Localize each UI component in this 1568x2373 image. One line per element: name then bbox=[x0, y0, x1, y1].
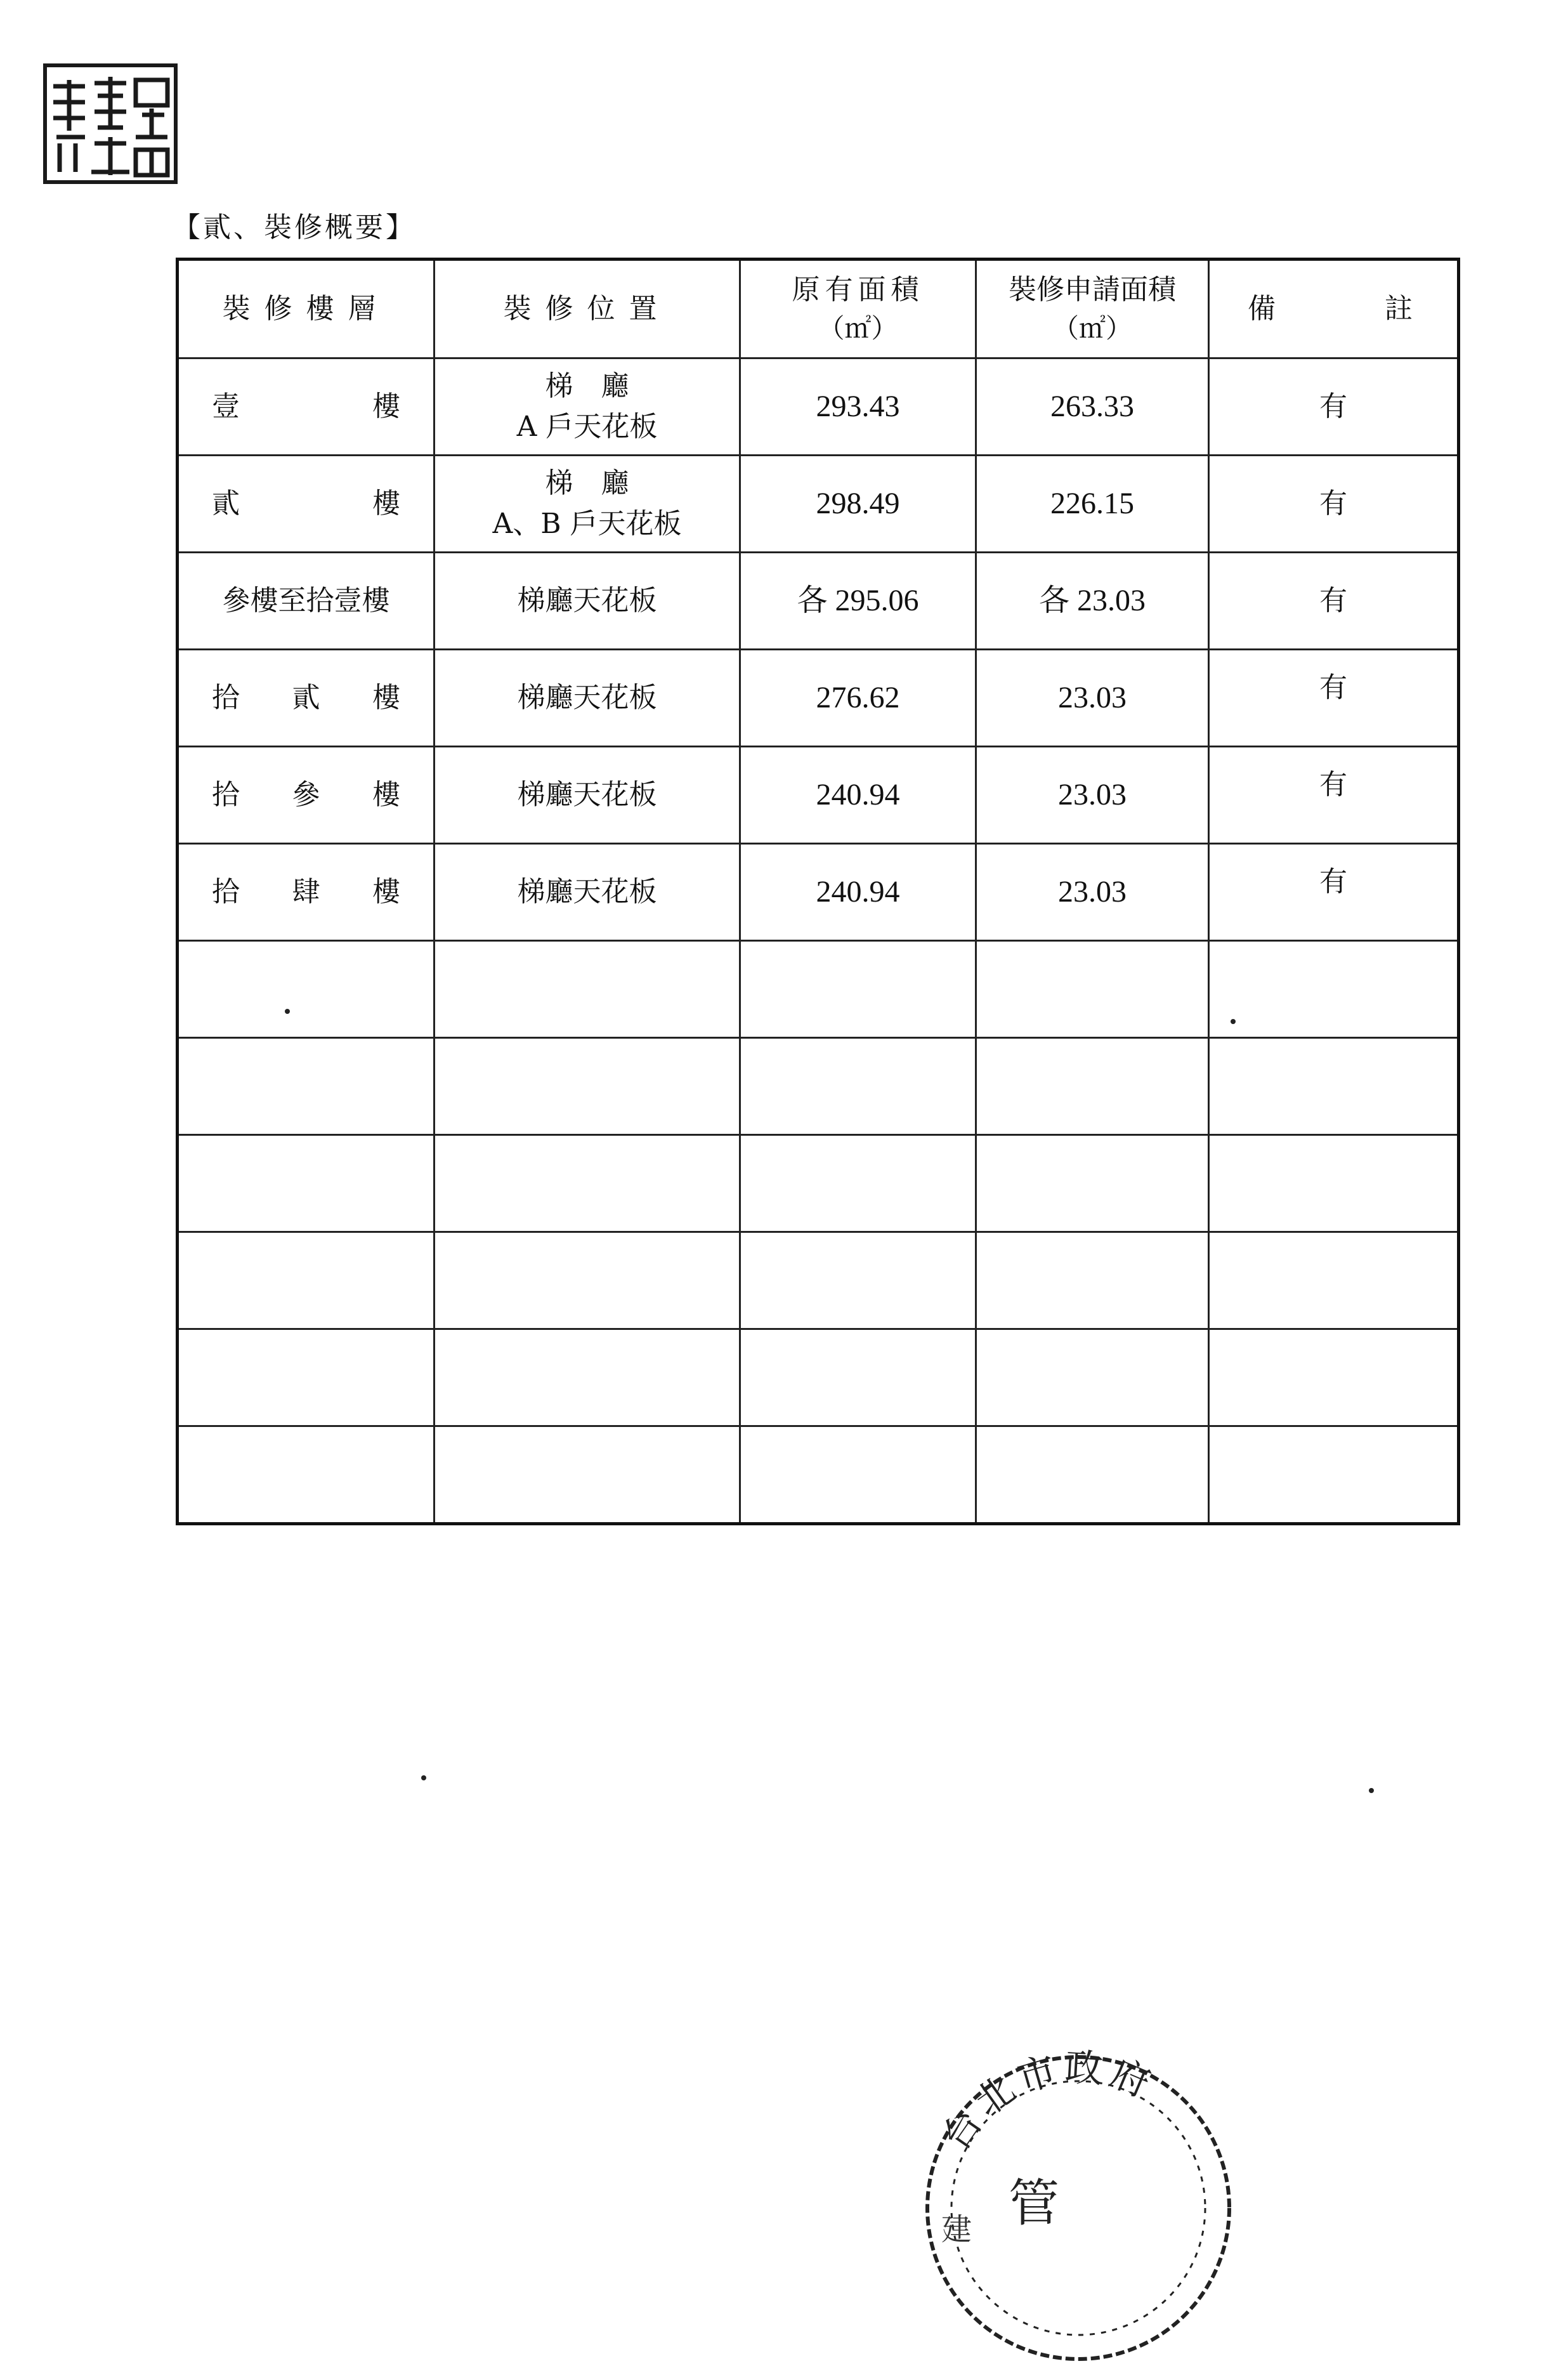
original-area-cell: 240.94 bbox=[740, 747, 976, 844]
location-cell: 梯 廳 A、B 戶天花板 bbox=[434, 456, 740, 553]
table-row bbox=[178, 844, 1459, 941]
remark-cell: 有 bbox=[1209, 456, 1459, 553]
empty-table-row bbox=[178, 1329, 1459, 1426]
applied-area-cell: 23.03 bbox=[976, 844, 1209, 941]
location-cell: 梯廳天花板 bbox=[434, 553, 740, 650]
header-original-area-unit: （㎡） bbox=[818, 313, 898, 345]
table-row bbox=[178, 358, 1459, 456]
scan-speck bbox=[1231, 1019, 1236, 1024]
location-cell: 梯廳天花板 bbox=[434, 650, 740, 747]
scan-speck bbox=[285, 1009, 290, 1014]
header-floor: 裝修樓層 bbox=[178, 260, 434, 358]
remark-cell: 有 bbox=[1209, 650, 1459, 747]
applied-area-cell: 各 23.03 bbox=[976, 553, 1209, 650]
applied-area-cell: 226.15 bbox=[976, 456, 1209, 553]
original-area-cell: 293.43 bbox=[740, 358, 976, 456]
header-applied-area bbox=[976, 260, 1209, 358]
empty-table-row bbox=[178, 1038, 1459, 1135]
floor-cell: 貳 樓 bbox=[178, 456, 434, 553]
header-remarks: 備 註 bbox=[1209, 260, 1459, 358]
seal-glyphs bbox=[47, 67, 174, 180]
stamp-text: 台北市政府 bbox=[933, 2045, 1161, 2159]
table-row bbox=[178, 553, 1459, 650]
table-header-row bbox=[178, 260, 1459, 358]
floor-cell: 壹 樓 bbox=[178, 358, 434, 456]
original-area-cell: 各 295.06 bbox=[740, 553, 976, 650]
scan-speck bbox=[421, 1775, 426, 1780]
floor-cell: 參樓至拾壹樓 bbox=[178, 553, 434, 650]
floor-cell: 拾 肆 樓 bbox=[178, 844, 434, 941]
section-title: 【貳、裝修概要】 bbox=[173, 211, 416, 244]
stamp-inner-left: 建 bbox=[941, 2212, 972, 2247]
remark-cell: 有 bbox=[1209, 747, 1459, 844]
square-seal-icon bbox=[43, 63, 178, 184]
table-row bbox=[178, 650, 1459, 747]
floor-cell: 拾 參 樓 bbox=[178, 747, 434, 844]
floor-cell: 拾 貳 樓 bbox=[178, 650, 434, 747]
stamp-inner-mid: 管 bbox=[1009, 2174, 1059, 2233]
scan-speck bbox=[1369, 1788, 1374, 1793]
table-row bbox=[178, 456, 1459, 553]
empty-table-row bbox=[178, 1135, 1459, 1232]
remark-cell: 有 bbox=[1209, 844, 1459, 941]
empty-table-row bbox=[178, 941, 1459, 1038]
header-original-area bbox=[740, 260, 976, 358]
applied-area-cell: 23.03 bbox=[976, 747, 1209, 844]
empty-table-row bbox=[178, 1232, 1459, 1329]
round-official-stamp-icon bbox=[913, 2043, 1243, 2373]
location-cell: 梯 廳 A 戶天花板 bbox=[434, 358, 740, 456]
svg-text:台北市政府 bbox=[933, 2045, 1161, 2158]
header-location: 裝修位置 bbox=[434, 260, 740, 358]
header-applied-area-label: 裝修申請面積 bbox=[1009, 273, 1176, 306]
location-cell: 梯廳天花板 bbox=[434, 747, 740, 844]
header-original-area-label: 原有面積 bbox=[792, 273, 924, 306]
location-cell: 梯廳天花板 bbox=[434, 844, 740, 941]
remark-cell: 有 bbox=[1209, 358, 1459, 456]
original-area-cell: 240.94 bbox=[740, 844, 976, 941]
applied-area-cell: 23.03 bbox=[976, 650, 1209, 747]
remark-cell: 有 bbox=[1209, 553, 1459, 650]
applied-area-cell: 263.33 bbox=[976, 358, 1209, 456]
table-row bbox=[178, 747, 1459, 844]
stamp-graphic bbox=[913, 2043, 1243, 2373]
header-applied-area-unit: （㎡） bbox=[1052, 313, 1132, 345]
renovation-summary-table bbox=[176, 258, 1460, 1525]
original-area-cell: 276.62 bbox=[740, 650, 976, 747]
empty-table-row bbox=[178, 1426, 1459, 1524]
original-area-cell: 298.49 bbox=[740, 456, 976, 553]
